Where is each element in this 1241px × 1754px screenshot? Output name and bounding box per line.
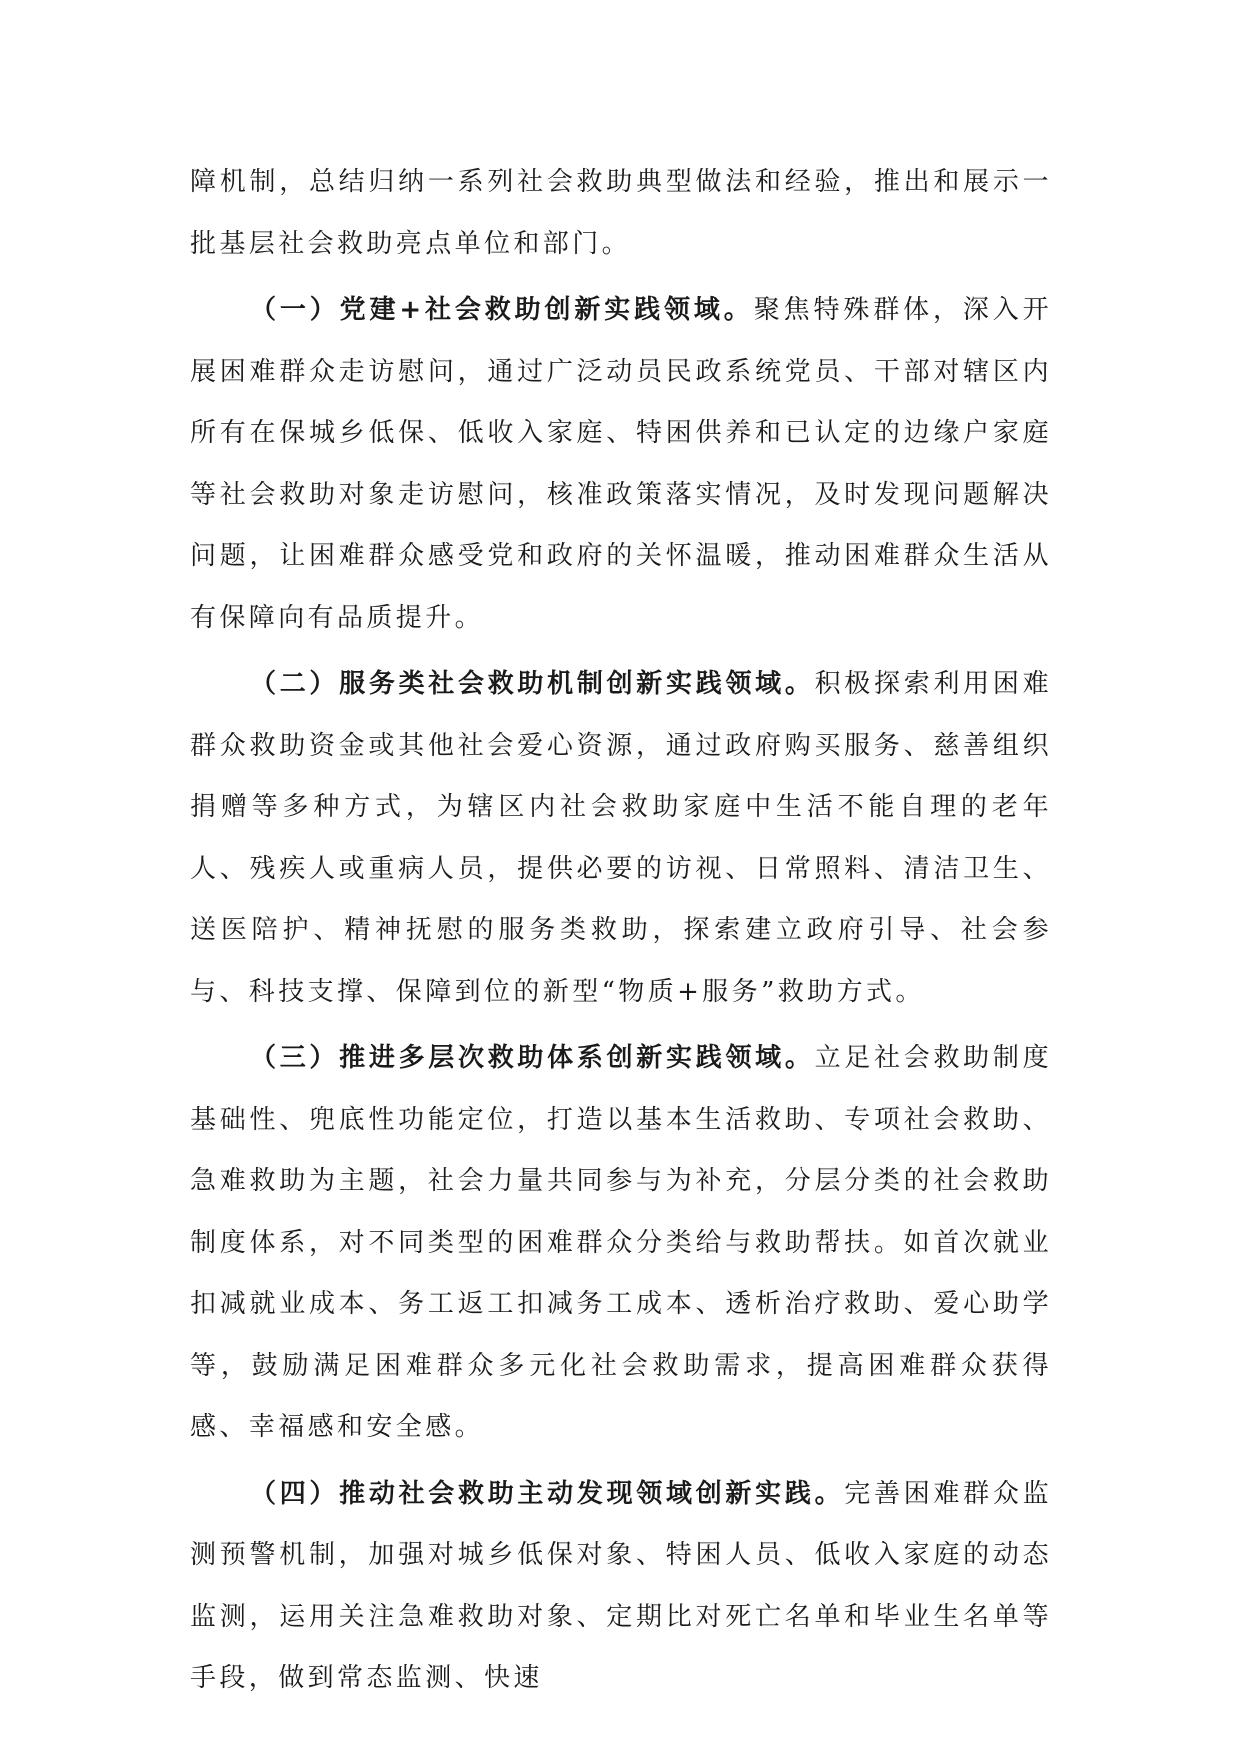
paragraph-heading: （一）党建+社会救助创新实践领域。 (250, 295, 754, 325)
paragraph-text: 立足社会救助制度基础性、兜底性功能定位，打造以基本生活救助、专项社会救助、急难救助为主题，社会力量共同参与为补充，分层分类的社会救助制度体系，对不同类型的困难群众分类给与救助帮扶。如首次就业扣减就业成本、务工返工扣减务工成本、透析治疗救助、爱心助学等，鼓励满足困难群众多元化社会救助需求，提高困难群众获得感、幸福感和安全感。 (190, 1043, 1052, 1442)
paragraph-continuation (190, 152, 1052, 275)
paragraph-text: 聚焦特殊群体，深入开展困难群众走访慰问，通过广泛动员民政系统党员、干部对辖区内所有在保城乡低保、低收入家庭、特困供养和已认定的边缘户家庭等社会救助对象走访慰问，核准政策落实情况，及时发现问题解决问题，让困难群众感受党和政府的关怀温暖，推动困难群众生活从有保障向有品质提升。 (190, 295, 1052, 633)
paragraph-proactive-discovery (190, 1464, 1052, 1710)
paragraph-multilevel-system (190, 1028, 1052, 1459)
paragraph-heading: （四）推动社会救助主动发现领域创新实践。 (250, 1478, 845, 1509)
paragraph-text: 完善困难群众监测预警机制，加强对城乡低保对象、特困人员、低收入家庭的动态监测，运用关注急难救助对象、定期比对死亡名单和毕业生名单等手段，做到常态监测、快速 (190, 1478, 1052, 1693)
document-body (190, 152, 1052, 1710)
paragraph-text: 障机制，总结归纳一系列社会救助典型做法和经验，推出和展示一批基层社会救助亮点单位和部门。 (190, 167, 1052, 259)
paragraph-party-building (190, 280, 1052, 649)
paragraph-heading: （二）服务类社会救助机制创新实践领域。 (250, 669, 815, 699)
paragraph-heading: （三）推进多层次救助体系创新实践领域。 (250, 1043, 815, 1073)
paragraph-service-assistance (190, 654, 1052, 1023)
paragraph-text: 积极探索利用困难群众救助资金或其他社会爱心资源，通过政府购买服务、慈善组织捐赠等多种方式，为辖区内社会救助家庭中生活不能自理的老年人、残疾人或重病人员，提供必要的访视、日常照料、清洁卫生、送医陪护、精神抚慰的服务类救助，探索建立政府引导、社会参与、科技支撑、保障到位的新型“物质+服务”救助方式。 (190, 669, 1052, 1007)
